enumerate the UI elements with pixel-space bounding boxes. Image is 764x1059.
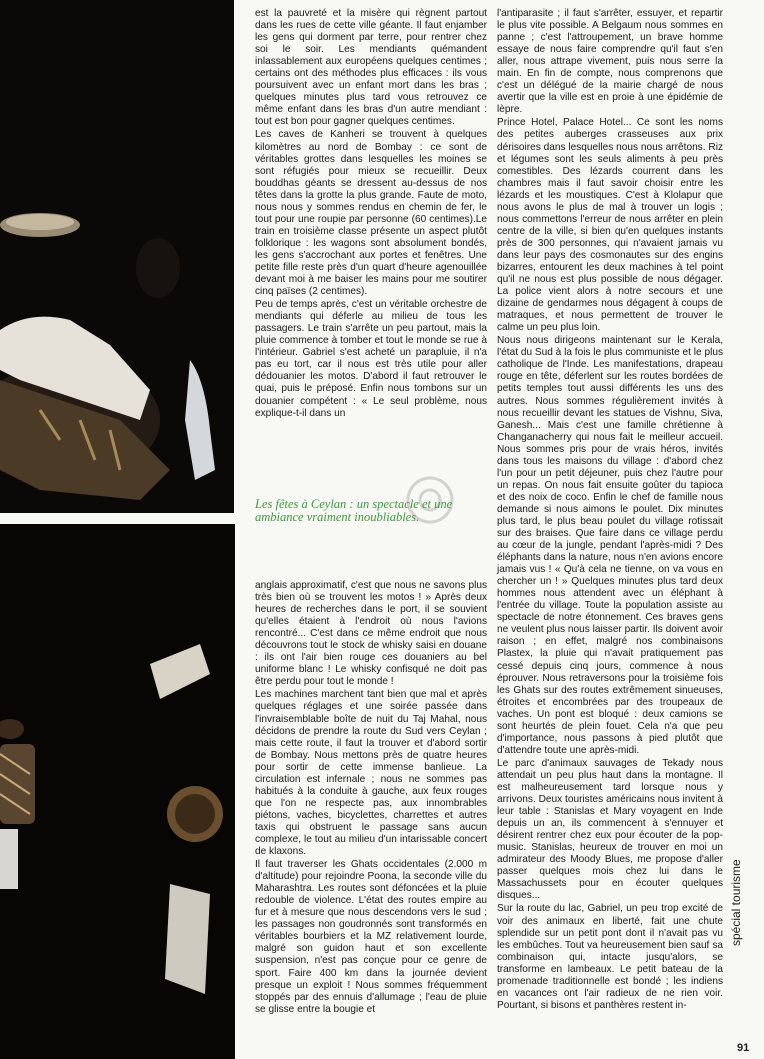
paragraph: anglais approximatif, c'est que nous ne savons plus très bien où se trouvent les motos ! » Après deux heures de recherches dans le port, il se souvient qu'elles étaient à l'endroit où nous l'avions rencontré... C'est dans ce même endroit que nous découvrons tout le stock de whisky saisi en douane : ils ont l'air bien rouge ces douaniers au bel uniforme blanc ! Le whisky confisqué ne doit pas être perdu pour tout le monde ! (255, 580, 487, 688)
photo-dancer-illustration (0, 0, 234, 513)
paragraph: est la pauvreté et la misère qui règnent partout dans les rues de cette ville géante. Il faut enjamber les gens qui dorment par terre, pour rentrer chez soi le soir. Les mendiants quémandent inlassablement aux européens quelques centimes ; certains ont des méthodes plus efficaces : ils vous poursuivent avec un enfant mort dans les bras ; quelques minutes plus tard vous retrouvez ce même enfant dans les bras d'un autre mendiant : tout est bon pour gagner quelques centimes. (255, 8, 487, 128)
article-column-2 (497, 8, 723, 1013)
paragraph: l'antiparasite ; il faut s'arrêter, essuyer, et repartir le plus vite possible. A Belgaum nous sommes en panne ; c'est l'attroupement, un brave homme essaye de nous faire comprendre qu'il faut s'en aller, nous attrape vivement, puis nous serre la main. En fin de compte, nous comprenons que c'est un délégué de la mairie chargé de nous avertir que la ville est en proie à une épidémie de lèpre. (497, 8, 723, 116)
paragraph: Le parc d'animaux sauvages de Tekady nous attendait un peu plus haut dans la montagne. Il est malheureusement tard lorsque nous y arrivons. Deux touristes américains nous invitent à leur table : Stanislas et Mary voyagent en Inde depuis un an, ils commencent à s'ennuyer et désirent rentrer chez eux pour écouter de la pop-music. Stanislas, heureux de trouver en moi un admirateur des Moody Blues, me propose d'aller passer quelques mois chez lui dans le Massachussets pour en écouter quelques disques... (497, 757, 723, 902)
paragraph: Les caves de Kanheri se trouvent à quelques kilomètres au nord de Bombay : ce sont de véritables grottes dans lesquelles les moines se sont réfugiés pour mieux se recueillir. Deux bouddhas géants se dressent au-dessus de nos têtes dans la grotte la plus grande. Faute de moto, nous nous y sommes rendus en chemin de fer, le tout pour une roupie par personne (60 centimes).Le train en troisième classe présente un aspect plutôt folklorique : les wagons sont absolument bondés, les gens s'accrochant aux portes et fenêtres. Une petite fille reste près d'un quart d'heure agenouillée devant moi à me baiser les mains pour me soutirer cinq païses (2 centimes). (255, 129, 487, 298)
page-number: 91 (737, 1042, 750, 1054)
watermark-logo-icon (400, 470, 460, 530)
photo-caption: Les fêtes à Ceylan : un spectacle et une ambiance vraiment inoubliables. (255, 497, 453, 524)
paragraph: Peu de temps après, c'est un véritable orchestre de mendiants qui déferle au milieu de tous les passagers. Le train s'arrête un peu partout, mais la pluie commence à tomber et tout le monde se rue à l'intérieur. Gabriel s'est acheté un parapluie, il n'a pas eu tort, car il nous est très utile pour aller dédouanier les motos. D'abord il faut retrouver le quai, puis le préposé. Enfin nous tombons sur un douanier compétent : « Le seul problème, nous explique-t-il dans un (255, 299, 487, 419)
article-column-1-continued (255, 580, 487, 1017)
article-column-1 (255, 8, 487, 421)
paragraph: Sur la route du lac, Gabriel, un peu trop excité de voir des animaux en liberté, fait une chute splendide sur un petit pont dont il n'avait pas vu les embûches. Tout va heureusement bien sauf sa combinaison qui, intacte jusqu'alors, se transforme en lambeaux. Le petit bateau de la promenade traditionnelle est bondé ; les indiens en vacances ont l'air radieux de ne rien voir. Pourtant, si bisons et panthères restent in- (497, 903, 723, 1011)
paragraph: Il faut traverser les Ghats occidentales (2.000 m d'altitude) pour rejoindre Poona, la seconde ville du Maharashtra. Les routes sont défoncées et la pluie redouble de violence. L'état des routes empire au fur et à mesure que nous descendons vers le sud ; les passages non goudronnés sont transformés en véritables bourbiers et la MZ relativement lourde, malgré son guidon haut et son excellente suspension, n'est pas conçue pour ce genre de sport. Faire 400 km dans la journée devient presque un exploit ! Nous sommes fréquemment stoppés par des ennuis d'allumage ; l'eau de pluie se glisse entre la bougie et (255, 859, 487, 1015)
paragraph: Les machines marchent tant bien que mal et après quelques réglages et une soirée passée dans l'invraisemblable boîte de nuit du Taj Mahal, nous décidons de prendre la route du Sud vers Ceylan ; mais cette route, il faut la trouver et d'abord sortir de Bombay. Nous mettons près de quatre heures pour sortir de cette immense banlieue. La circulation est infernale ; nous ne sommes pas habitués à la conduite à gauche, aux feux rouges que l'on ne respecte pas, aux innombrables piétons, vaches, bicyclettes, charrettes et autres taxis qui obstruent le passage sans aucun complexe, le tout au milieu d'un intarissable concert de klaxons. (255, 689, 487, 858)
photo-musicians (0, 524, 235, 1059)
photo-musicians-illustration (0, 524, 235, 1059)
paragraph: Prince Hotel, Palace Hotel... Ce sont les noms des petites auberges crasseuses aux prix dérisoires dans lesquelles nous nous arrêtons. Riz et légumes sont les seuls aliments à peu près comestibles. Des lézards courrent dans les chambres mais il faut savoir choisir entre les lézards et les moustiques. C'est à Klolapur que nous avons le plus de mal à trouver un logis ; nous commettons l'erreur de nous arrêter en plein centre de la ville, si bien qu'en quelques instants près de 300 personnes, qui n'avaient jamais vu dans leur pays des cosmonautes sur des engins bizarres, entourent les deux machines à tel point qu'il ne nous est plus possible de nous dégager. La police vient alors à notre secours et une dizaine de gendarmes nous dégagent à coups de matraques, et nous permettent de trouver le calme un peu plus loin. (497, 117, 723, 334)
paragraph: Nous nous dirigeons maintenant sur le Kerala, l'état du Sud à la fois le plus communiste et le plus catholique de l'Inde. Les manifestations, drapeau rouge en tête, déferlent sur les routes bordées de petits temples tout aussi différents les uns des autres. Nous sommes régulièrement invités à nous recueillir devant les statues de Vishnu, Siva, Ganesh... Mais c'est une famille chrétienne à Changanacherry qui nous fait le meilleur accueil. Nous sommes pris pour de vrais héros, invités dans tous les maisons du village : d'abord chez l'un pour un petit déjeuner, puis chez l'autre pour un repas. On nous fait ensuite goûter du tapioca et des noix de coco. Enfin le chef de famille nous demande si nous aimons le poulet. Dix minutes plus tard, le plus beau poulet du village rotissait sur des braises. Que faire dans ce village perdu au cœur de la jungle, pendant l'après-midi ? Des éléphants dans la nature, nous n'en avions encore jamais vus ! « Qu'à cela ne tienne, on va vous en chercher un ! » Quelques minutes plus tard deux hommes nous attendent avec un éléphant à l'entrée du village. Toute la population assiste au spectacle de notre étonnement. Ces braves gens ne veulent plus nous laisser partir. Ils doivent avoir raison ; en effet, malgré nos combinaisons Plastex, la pluie qui n'avait pratiquement pas cessé depuis cinq jours, commence à nous éprouver. Nous retraversons pour la troisième fois les Ghats sur des routes extrêmement sinueuses, étroites et encombrées par des troupeaux de vaches. Un pont est bloqué : deux camions se sont heurtés de plein fouet. Cela n'a que peu d'importance, nous passons à pied plutôt que d'attendre toute une après-midi. (497, 335, 723, 756)
section-label: spécial tourisme (729, 859, 743, 946)
photo-dancer (0, 0, 234, 513)
